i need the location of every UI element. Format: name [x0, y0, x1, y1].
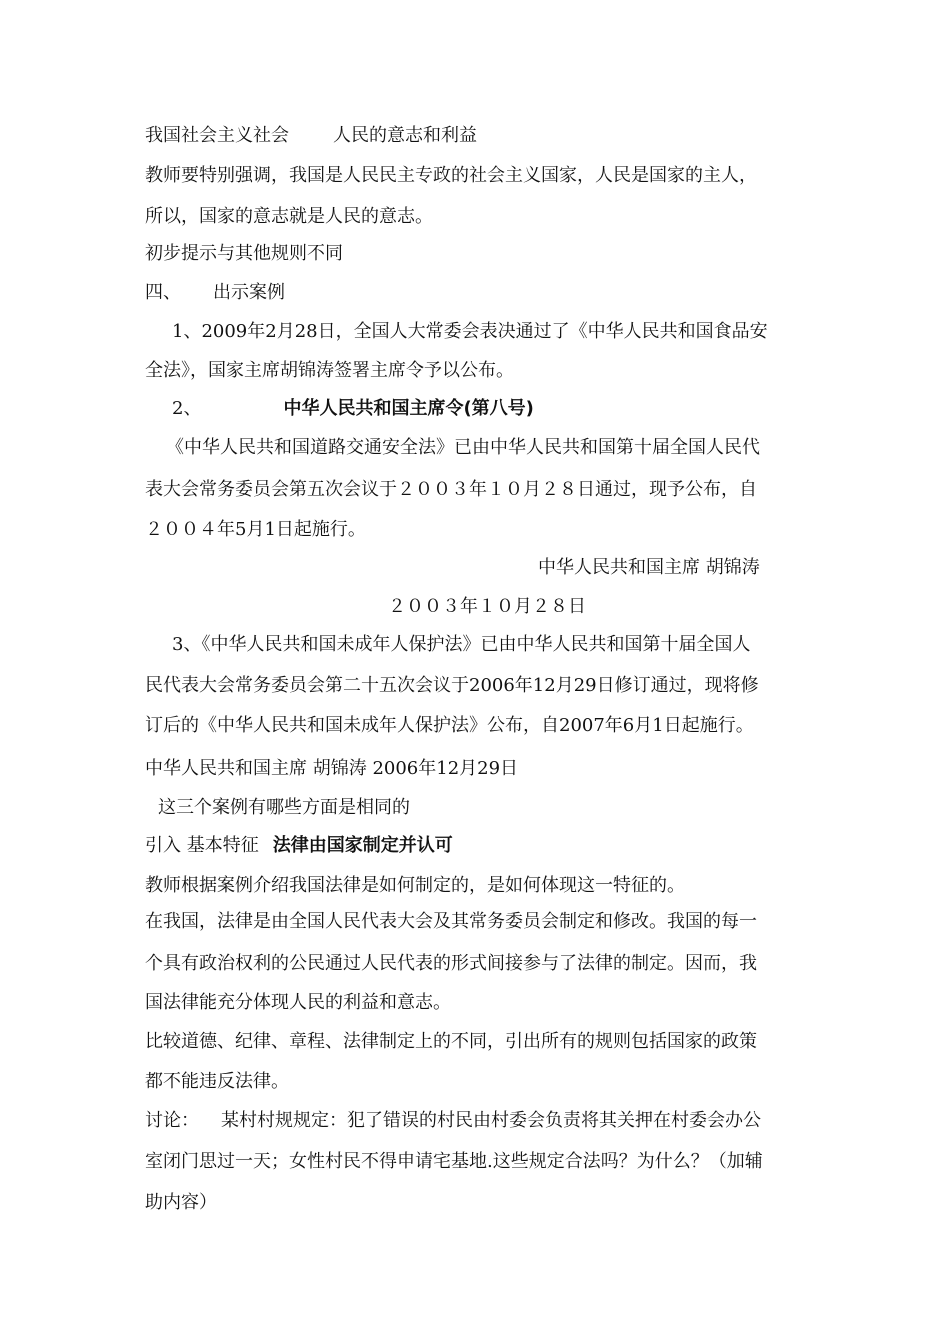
text-line: 室闭门思过一天；女性村民不得申请宅基地.这些规定合法吗？为什么？（加辅 [145, 1151, 763, 1172]
discussion-label: 讨论： [145, 1110, 199, 1131]
text-line: 民代表大会常务委员会第二十五次会议于2006年12月29日修订通过，现将修 [145, 675, 759, 696]
text-line: 所以，国家的意志就是人民的意志。 [145, 206, 433, 227]
text-line: 这三个案例有哪些方面是相同的 [158, 797, 410, 818]
signature-line: 中华人民共和国主席 胡锦涛 2006年12月29日 [145, 758, 519, 779]
text-line: 3、《中华人民共和国未成年人保护法》已由中华人民共和国第十届全国人 [172, 634, 751, 655]
text-segment: 我国社会主义社会 [145, 125, 289, 146]
text-segment: 人民的意志和利益 [333, 125, 477, 146]
text-line: 个具有政治权利的公民通过人民代表的形式间接参与了法律的制定。因而，我 [145, 953, 757, 974]
text-line: 教师根据案例介绍我国法律是如何制定的，是如何体现这一特征的。 [145, 875, 685, 896]
text-line: 教师要特别强调，我国是人民民主专政的社会主义国家，人民是国家的主人， [145, 165, 757, 186]
text-line: 比较道德、纪律、章程、法律制定上的不同，引出所有的规则包括国家的政策 [145, 1031, 757, 1052]
section-title: 出示案例 [213, 282, 285, 303]
text-line [145, 124, 477, 148]
text-line: ２００４年5月1日起施行。 [145, 519, 366, 540]
text-line: 都不能违反法律。 [145, 1071, 289, 1092]
text-segment: 引入 基本特征 [145, 835, 259, 856]
text-line: 《中华人民共和国道路交通安全法》已由中华人民共和国第十届全国人民代 [166, 437, 760, 458]
section-number: 四、 [145, 282, 181, 303]
text-line: 全法》，国家主席胡锦涛签署主席令予以公布。 [145, 360, 514, 381]
text-line: 表大会常务委员会第五次会议于２００３年１０月２８日通过，现予公布，自 [145, 479, 757, 500]
text-line: 初步提示与其他规则不同 [145, 243, 343, 264]
section-heading [145, 281, 285, 305]
text-line: 订后的《中华人民共和国未成年人保护法》公布，自2007年6月1日起施行。 [145, 715, 754, 736]
decree-title: 中华人民共和国主席令(第八号) [283, 398, 534, 419]
text-segment: 某村村规规定：犯了错误的村民由村委会负责将其关押在村委会办公 [221, 1110, 761, 1131]
case-number: 2、 [172, 398, 202, 419]
discussion-line [145, 1109, 761, 1133]
text-line: 国法律能充分体现人民的利益和意志。 [145, 992, 451, 1013]
text-line: 在我国，法律是由全国人民代表大会及其常务委员会制定和修改。我国的每一 [145, 911, 757, 932]
case-heading [172, 397, 534, 421]
signature-line: 中华人民共和国主席 胡锦涛 [538, 557, 760, 578]
text-line: 1、2009年2月28日，全国人大常委会表决通过了《中华人民共和国食品安 [172, 321, 768, 342]
feature-title: 法律由国家制定并认可 [272, 835, 453, 856]
feature-heading [145, 834, 453, 858]
date-line: ２００３年１０月２８日 [388, 596, 586, 617]
text-line: 助内容） [145, 1192, 217, 1213]
